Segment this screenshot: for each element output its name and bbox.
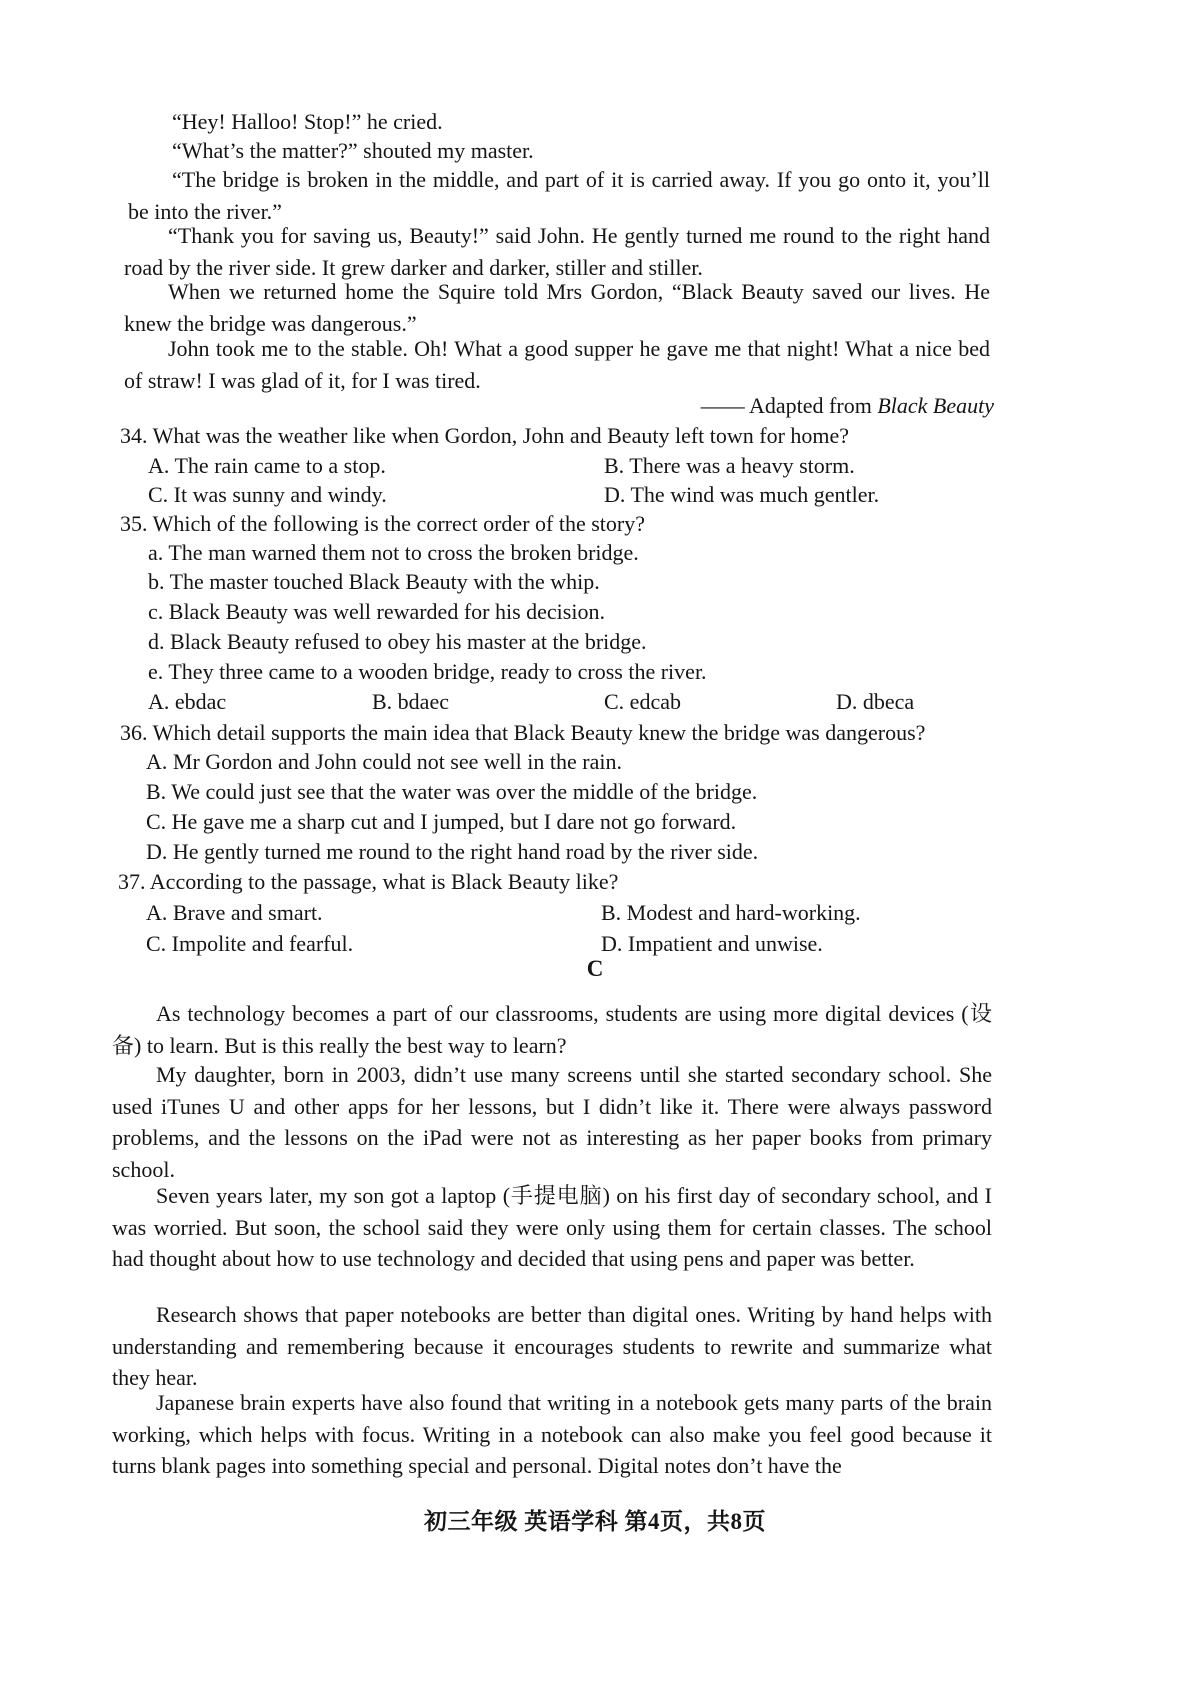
- option-c: C. Impolite and fearful.: [146, 931, 354, 956]
- question-37-stem: 37. According to the passage, what is Black Beauty like?: [118, 869, 619, 894]
- option-c: C. edcab: [604, 689, 681, 714]
- source-prefix: —— Adapted from: [700, 393, 878, 418]
- story-line: “What’s the matter?” shouted my master.: [172, 138, 534, 163]
- question-34-stem: 34. What was the weather like when Gordon, John and Beauty left town for home?: [120, 423, 850, 448]
- story-paragraph: “Thank you for saving us, Beauty!” said John. He gently turned me round to the right hand road by the river side. It grew darker and darker, stiller and stiller.: [124, 223, 990, 280]
- story-paragraph: When we returned home the Squire told Mrs Gordon, “Black Beauty saved our lives. He knew the bridge was dangerous.”: [124, 279, 990, 336]
- option-b: B. We could just see that the water was over the middle of the bridge.: [146, 779, 758, 804]
- option-c: C. It was sunny and windy.: [148, 482, 387, 507]
- option-d: D. He gently turned me round to the right hand road by the river side.: [146, 839, 759, 864]
- option-a: A. ebdac: [148, 689, 227, 714]
- event-item: b. The master touched Black Beauty with the whip.: [148, 569, 600, 594]
- event-item: a. The man warned them not to cross the broken bridge.: [148, 540, 639, 565]
- passage-paragraph: As technology becomes a part of our classrooms, students are using more digital devices (设备) to learn. But is this really the best way to learn?: [112, 1001, 992, 1058]
- option-a: A. Mr Gordon and John could not see well in the rain.: [146, 749, 622, 774]
- event-item: e. They three came to a wooden bridge, ready to cross the river.: [148, 659, 707, 684]
- passage-paragraph: Japanese brain experts have also found that writing in a notebook gets many parts of the brain working, which helps with focus. Writing in a notebook can also make you feel good because it turns blank pages into something special and personal. Digital notes don’t have the: [112, 1390, 992, 1478]
- question-36-stem: 36. Which detail supports the main idea that Black Beauty knew the bridge was dangerous?: [120, 720, 926, 745]
- option-d: D. The wind was much gentler.: [604, 482, 880, 507]
- option-d: D. dbeca: [836, 689, 915, 714]
- option-b: B. Modest and hard-working.: [601, 900, 861, 925]
- story-line: “Hey! Halloo! Stop!” he cried.: [172, 109, 443, 134]
- option-a: A. Brave and smart.: [146, 900, 323, 925]
- passage-paragraph: Research shows that paper notebooks are better than digital ones. Writing by hand helps with understanding and remembering because it encourages students to rewrite and summarize what they hear.: [112, 1302, 992, 1390]
- event-item: d. Black Beauty refused to obey his master at the bridge.: [148, 629, 647, 654]
- option-c: C. He gave me a sharp cut and I jumped, but I dare not go forward.: [146, 809, 737, 834]
- section-heading: C: [586, 956, 604, 981]
- passage-paragraph: My daughter, born in 2003, didn’t use many screens until she started secondary school. She used iTunes U and other apps for her lessons, but I didn’t like it. There were always password problems, and the lessons on the iPad were not as interesting as her paper books from primary school.: [112, 1062, 992, 1182]
- option-b: B. There was a heavy storm.: [604, 453, 855, 478]
- story-paragraph: “The bridge is broken in the middle, and part of it is carried away. If you go onto it, you’ll be into the river.”: [128, 167, 990, 224]
- story-paragraph: John took me to the stable. Oh! What a good supper he gave me that night! What a nice bed of straw! I was glad of it, for I was tired.: [124, 336, 990, 393]
- event-item: c. Black Beauty was well rewarded for his decision.: [148, 599, 605, 624]
- question-35-stem: 35. Which of the following is the correct order of the story?: [120, 511, 645, 536]
- passage-paragraph: Seven years later, my son got a laptop (手提电脑) on his first day of secondary school, and I was worried. But soon, the school said they were only using them for certain classes. The school had thought about how to use technology and decided that using pens and paper was better.: [112, 1183, 992, 1271]
- page-footer: 初三年级 英语学科 第4页，共8页: [424, 1509, 766, 1534]
- option-b: B. bdaec: [372, 689, 449, 714]
- source-title: Black Beauty: [877, 393, 994, 418]
- option-d: D. Impatient and unwise.: [601, 931, 823, 956]
- option-a: A. The rain came to a stop.: [148, 453, 386, 478]
- story-source: [701, 390, 994, 421]
